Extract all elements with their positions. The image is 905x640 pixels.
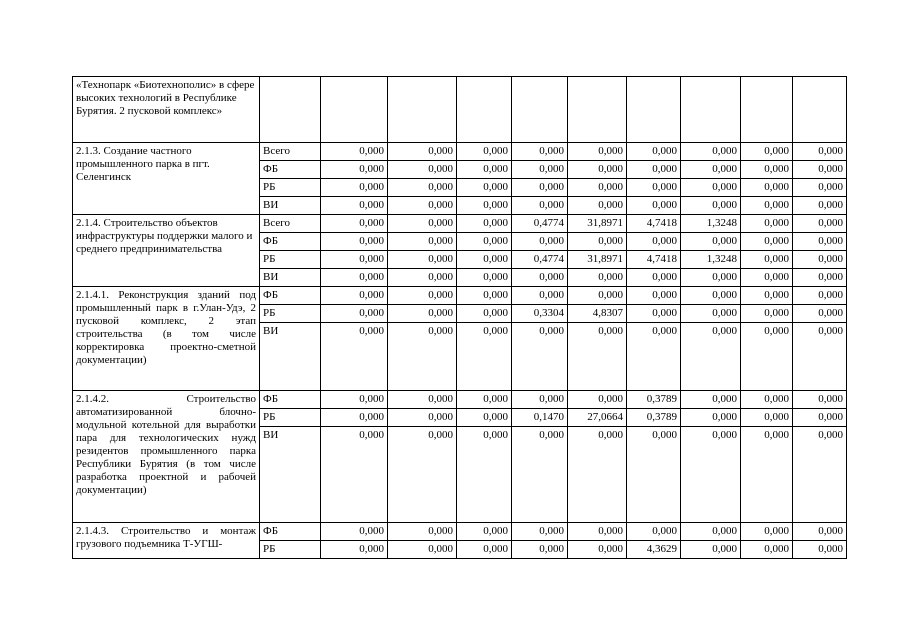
funding-source-cell: ВИ (260, 269, 321, 287)
value-cell: 0,000 (388, 233, 457, 251)
value-cell (457, 77, 512, 143)
value-cell: 0,000 (793, 541, 847, 559)
value-cell: 0,000 (568, 233, 627, 251)
value-cell: 1,3248 (681, 215, 741, 233)
value-cell: 0,000 (512, 427, 568, 523)
value-cell (741, 77, 793, 143)
value-cell: 0,000 (321, 143, 388, 161)
value-cell: 0,000 (741, 233, 793, 251)
value-cell (321, 77, 388, 143)
value-cell (512, 77, 568, 143)
value-cell: 0,000 (457, 391, 512, 409)
funding-source-cell: ФБ (260, 523, 321, 541)
value-cell: 0,000 (321, 197, 388, 215)
value-cell: 0,000 (793, 179, 847, 197)
value-cell: 0,000 (457, 269, 512, 287)
table-row (73, 287, 847, 305)
value-cell: 0,000 (568, 143, 627, 161)
funding-source-cell: РБ (260, 179, 321, 197)
value-cell: 0,000 (321, 179, 388, 197)
funding-source-cell: РБ (260, 305, 321, 323)
value-cell: 0,000 (793, 323, 847, 391)
value-cell: 0,000 (793, 427, 847, 523)
value-cell: 0,000 (388, 305, 457, 323)
value-cell: 0,000 (321, 251, 388, 269)
value-cell: 0,000 (793, 161, 847, 179)
value-cell: 0,000 (793, 215, 847, 233)
funding-source-cell (260, 77, 321, 143)
value-cell: 0,000 (681, 427, 741, 523)
value-cell: 0,1470 (512, 409, 568, 427)
value-cell: 0,000 (741, 305, 793, 323)
value-cell: 0,000 (321, 305, 388, 323)
value-cell: 4,7418 (627, 215, 681, 233)
value-cell: 0,000 (741, 323, 793, 391)
value-cell: 0,000 (388, 541, 457, 559)
value-cell: 0,3789 (627, 409, 681, 427)
value-cell (793, 77, 847, 143)
value-cell: 0,000 (388, 409, 457, 427)
value-cell: 0,000 (681, 523, 741, 541)
value-cell: 0,000 (388, 179, 457, 197)
funding-source-cell: ФБ (260, 161, 321, 179)
value-cell: 0,000 (388, 287, 457, 305)
value-cell: 0,000 (681, 323, 741, 391)
value-cell: 0,000 (457, 143, 512, 161)
value-cell: 0,000 (321, 161, 388, 179)
value-cell: 0,000 (627, 523, 681, 541)
value-cell: 0,000 (512, 197, 568, 215)
funding-source-cell: ВИ (260, 323, 321, 391)
value-cell: 0,000 (741, 409, 793, 427)
value-cell (627, 77, 681, 143)
value-cell: 0,000 (388, 215, 457, 233)
value-cell: 0,000 (568, 269, 627, 287)
funding-source-cell: РБ (260, 541, 321, 559)
value-cell: 0,000 (568, 287, 627, 305)
value-cell: 31,8971 (568, 251, 627, 269)
value-cell: 0,000 (741, 427, 793, 523)
value-cell: 0,000 (741, 197, 793, 215)
value-cell: 0,000 (681, 305, 741, 323)
table-row (73, 391, 847, 409)
value-cell: 0,000 (457, 161, 512, 179)
value-cell: 0,000 (681, 233, 741, 251)
value-cell: 0,000 (793, 287, 847, 305)
value-cell: 0,000 (568, 323, 627, 391)
value-cell: 0,000 (627, 269, 681, 287)
value-cell: 0,000 (568, 427, 627, 523)
value-cell: 0,000 (457, 305, 512, 323)
value-cell: 0,000 (627, 197, 681, 215)
table-row (73, 77, 847, 143)
value-cell: 0,000 (321, 215, 388, 233)
value-cell: 0,000 (681, 179, 741, 197)
item-name-cell: 2.1.4.2. Строительство автоматизированной блочно-модульной котельной для выработки пара для технологических нужд резидентов промышленного парка Республики Бурятия (в том числе разработка проектной и рабочей документации) (73, 391, 260, 523)
value-cell: 0,000 (388, 197, 457, 215)
value-cell: 27,0664 (568, 409, 627, 427)
value-cell: 0,000 (627, 179, 681, 197)
value-cell: 0,000 (457, 251, 512, 269)
value-cell: 0,000 (321, 541, 388, 559)
value-cell: 0,000 (793, 523, 847, 541)
value-cell: 0,000 (321, 427, 388, 523)
value-cell: 0,000 (457, 409, 512, 427)
value-cell: 0,000 (793, 233, 847, 251)
value-cell: 0,000 (568, 391, 627, 409)
value-cell: 0,000 (512, 179, 568, 197)
funding-table (72, 76, 847, 559)
value-cell: 0,000 (741, 143, 793, 161)
value-cell: 0,000 (457, 215, 512, 233)
value-cell: 0,000 (681, 161, 741, 179)
item-name-cell: 2.1.4.1. Реконструкция зданий под промышленный парк в г.Улан-Удэ, 2 пусковой комплекс, 2 этап строительства (в том числе корректировка проектно-сметной документации) (73, 287, 260, 391)
item-name-cell: «Технопарк «Биотехнополис» в сфере высоких технологий в Республике Бурятия. 2 пусковой комплекс» (73, 77, 260, 143)
value-cell: 0,000 (512, 143, 568, 161)
value-cell: 0,000 (741, 523, 793, 541)
value-cell: 0,000 (388, 391, 457, 409)
value-cell: 0,4774 (512, 215, 568, 233)
value-cell: 0,000 (568, 541, 627, 559)
value-cell: 0,000 (512, 391, 568, 409)
value-cell: 0,000 (512, 161, 568, 179)
funding-source-cell: Всего (260, 143, 321, 161)
value-cell: 0,000 (681, 409, 741, 427)
table-row (73, 143, 847, 161)
value-cell: 0,000 (321, 323, 388, 391)
value-cell: 0,000 (512, 269, 568, 287)
value-cell: 0,000 (321, 523, 388, 541)
value-cell: 0,000 (681, 269, 741, 287)
value-cell: 0,000 (627, 305, 681, 323)
value-cell: 0,000 (321, 233, 388, 251)
table-row (73, 215, 847, 233)
value-cell: 0,000 (681, 391, 741, 409)
funding-source-cell: Всего (260, 215, 321, 233)
value-cell: 0,000 (512, 541, 568, 559)
value-cell: 0,000 (627, 161, 681, 179)
value-cell: 0,000 (568, 161, 627, 179)
value-cell: 0,000 (321, 409, 388, 427)
value-cell: 0,000 (681, 287, 741, 305)
value-cell: 0,000 (321, 287, 388, 305)
value-cell: 4,3629 (627, 541, 681, 559)
value-cell: 0,000 (741, 541, 793, 559)
value-cell: 0,000 (512, 287, 568, 305)
value-cell: 0,3789 (627, 391, 681, 409)
value-cell: 0,000 (457, 197, 512, 215)
value-cell: 0,000 (457, 287, 512, 305)
value-cell: 4,7418 (627, 251, 681, 269)
value-cell: 0,000 (627, 233, 681, 251)
value-cell: 0,000 (388, 161, 457, 179)
value-cell: 0,000 (388, 251, 457, 269)
funding-source-cell: ФБ (260, 391, 321, 409)
value-cell: 0,000 (321, 269, 388, 287)
value-cell: 1,3248 (681, 251, 741, 269)
value-cell (388, 77, 457, 143)
value-cell: 0,000 (741, 179, 793, 197)
value-cell: 0,000 (627, 427, 681, 523)
value-cell: 0,000 (457, 323, 512, 391)
value-cell (568, 77, 627, 143)
value-cell: 0,000 (793, 409, 847, 427)
value-cell: 0,000 (388, 323, 457, 391)
value-cell: 0,000 (512, 323, 568, 391)
funding-source-cell: РБ (260, 409, 321, 427)
value-cell: 0,000 (457, 233, 512, 251)
value-cell: 0,000 (627, 287, 681, 305)
funding-source-cell: ФБ (260, 287, 321, 305)
value-cell: 0,000 (793, 269, 847, 287)
value-cell: 0,000 (741, 161, 793, 179)
value-cell: 0,3304 (512, 305, 568, 323)
value-cell: 0,000 (793, 197, 847, 215)
value-cell: 0,000 (681, 541, 741, 559)
value-cell: 0,000 (568, 179, 627, 197)
value-cell: 0,000 (627, 143, 681, 161)
value-cell: 0,000 (457, 427, 512, 523)
funding-source-cell: ФБ (260, 233, 321, 251)
value-cell: 31,8971 (568, 215, 627, 233)
value-cell: 0,000 (568, 523, 627, 541)
funding-source-cell: ВИ (260, 197, 321, 215)
funding-source-cell: ВИ (260, 427, 321, 523)
value-cell: 0,000 (793, 251, 847, 269)
value-cell: 0,000 (793, 305, 847, 323)
funding-source-cell: РБ (260, 251, 321, 269)
value-cell: 0,000 (457, 541, 512, 559)
value-cell (681, 77, 741, 143)
value-cell: 0,000 (627, 323, 681, 391)
value-cell: 0,000 (457, 179, 512, 197)
value-cell: 0,000 (568, 197, 627, 215)
item-name-cell: 2.1.4.3. Строительство и монтаж грузового подъемника Т-УГШ- (73, 523, 260, 559)
value-cell: 0,000 (793, 391, 847, 409)
value-cell: 0,000 (388, 143, 457, 161)
item-name-cell: 2.1.4. Строительство объектов инфраструктуры поддержки малого и среднего предпринимательства (73, 215, 260, 287)
item-name-cell: 2.1.3. Создание частного промышленного парка в пгт. Селенгинск (73, 143, 260, 215)
value-cell: 0,000 (388, 269, 457, 287)
table-row (73, 523, 847, 541)
value-cell: 0,000 (741, 287, 793, 305)
value-cell: 0,000 (321, 391, 388, 409)
value-cell: 0,000 (512, 523, 568, 541)
value-cell: 0,000 (741, 251, 793, 269)
value-cell: 0,000 (681, 143, 741, 161)
value-cell: 0,000 (741, 391, 793, 409)
value-cell: 0,000 (741, 215, 793, 233)
value-cell: 0,4774 (512, 251, 568, 269)
value-cell: 0,000 (793, 143, 847, 161)
value-cell: 0,000 (388, 427, 457, 523)
value-cell: 0,000 (388, 523, 457, 541)
value-cell: 0,000 (741, 269, 793, 287)
value-cell: 0,000 (681, 197, 741, 215)
value-cell: 0,000 (512, 233, 568, 251)
value-cell: 4,8307 (568, 305, 627, 323)
value-cell: 0,000 (457, 523, 512, 541)
